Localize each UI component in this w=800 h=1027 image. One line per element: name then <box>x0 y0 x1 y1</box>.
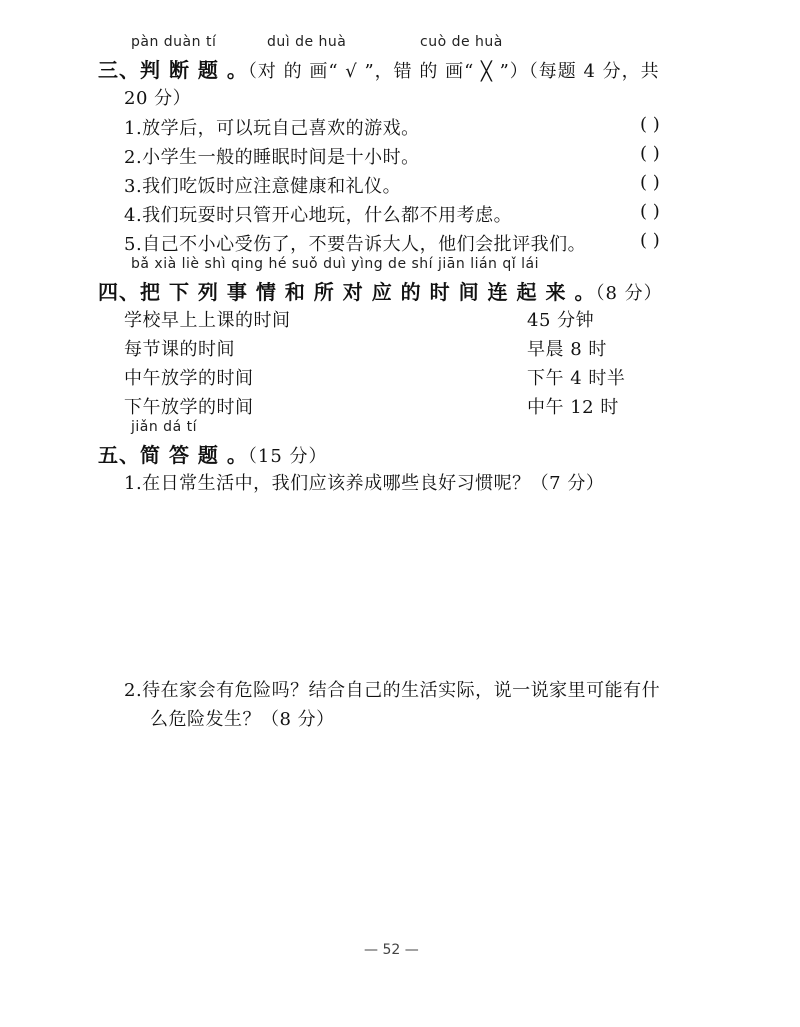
question-2-line1: 2.待在家会有危险吗？结合自己的生活实际，说一说家里可能有什 <box>124 680 661 701</box>
section4-points: （8 分） <box>595 283 663 304</box>
section3-heading <box>98 54 660 83</box>
section5-title: 五、简 答 题 。 <box>98 443 248 467</box>
section5-pinyin: jiǎn dá tí <box>131 419 197 435</box>
section3-instruction: （对 的 画“ √ ”，错 的 画“ ╳ ”）（每题 4 分，共 <box>247 61 660 82</box>
section4-pinyin: bǎ xià liè shì qing hé suǒ duì yìng de shí jiān lián qǐ lái <box>131 256 539 272</box>
page-number: — 52 — <box>364 942 419 958</box>
judge-item-3: 3.我们吃饭时应注意健康和礼仪。 <box>124 176 402 197</box>
answer-blank-5[interactable]: ( ) <box>640 230 660 251</box>
question-2-line2: 么危险发生？（8 分） <box>150 709 335 730</box>
pinyin-dui-de-hua: duì de huà <box>267 34 347 50</box>
match-left-4[interactable]: 下午放学的时间 <box>124 397 254 418</box>
match-left-3[interactable]: 中午放学的时间 <box>124 368 254 389</box>
section3-instruction-cont: 20 分） <box>124 88 192 109</box>
question-1: 1.在日常生活中，我们应该养成哪些良好习惯呢？（7 分） <box>124 473 605 494</box>
answer-blank-1[interactable]: ( ) <box>640 114 660 135</box>
match-right-1[interactable]: 45 分钟 <box>527 310 595 331</box>
judge-item-1: 1.放学后，可以玩自己喜欢的游戏。 <box>124 118 420 139</box>
section5-points: （15 分） <box>247 446 328 467</box>
match-right-3[interactable]: 下午 4 时半 <box>527 368 626 389</box>
section3-title: 三、判 断 题 。 <box>98 58 248 82</box>
judge-item-2: 2.小学生一般的睡眠时间是十小时。 <box>124 147 420 168</box>
pinyin-cuo-de-hua: cuò de huà <box>420 34 503 50</box>
answer-blank-4[interactable]: ( ) <box>640 201 660 222</box>
match-right-4[interactable]: 中午 12 时 <box>527 397 619 418</box>
match-left-1[interactable]: 学校早上上课的时间 <box>124 310 291 331</box>
match-left-2[interactable]: 每节课的时间 <box>124 339 235 360</box>
judge-item-5: 5.自己不小心受伤了，不要告诉大人，他们会批评我们。 <box>124 234 587 255</box>
answer-blank-3[interactable]: ( ) <box>640 172 660 193</box>
pinyin-pan-duan-ti: pàn duàn tí <box>131 34 217 50</box>
section5-heading <box>98 439 328 468</box>
judge-item-4: 4.我们玩耍时只管开心地玩，什么都不用考虑。 <box>124 205 513 226</box>
section4-heading <box>98 276 663 305</box>
section4-title: 四、把 下 列 事 情 和 所 对 应 的 时 间 连 起 来 。 <box>98 280 596 304</box>
answer-blank-2[interactable]: ( ) <box>640 143 660 164</box>
match-right-2[interactable]: 早晨 8 时 <box>527 339 607 360</box>
